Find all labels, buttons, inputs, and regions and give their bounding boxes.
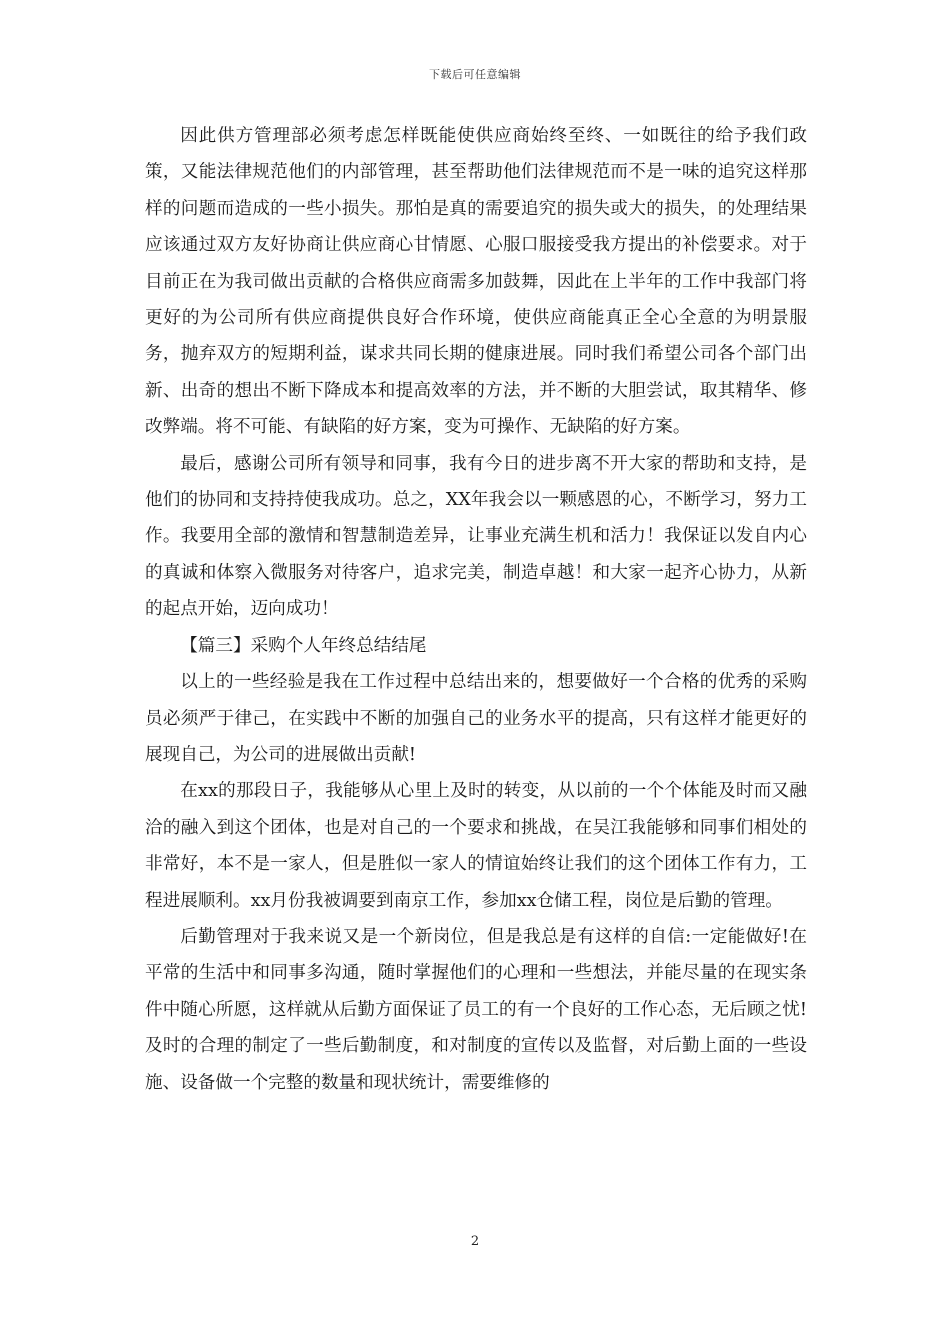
paragraph-team: 在xx的那段日子，我能够从心里上及时的转变，从以前的一个个体能及时而又融洽的融入到这个团体，也是对自己的一个要求和挑战，在吴江我能够和同事们相处的非常好，本不是一家人，但是胜似一家人的情谊始终让我们的这个团体工作有力，工程进展顺利。xx月份我被调要到南京工作，参加xx仓储工程，岗位是后勤的管理。 <box>145 781 807 911</box>
page-number: 2 <box>470 1234 480 1249</box>
section-heading: 【篇三】采购个人年终总结结尾 <box>180 635 427 656</box>
paragraph-thanks: 最后，感谢公司所有领导和同事，我有今日的进步离不开大家的帮助和支持，是他们的协同和支持持使我成功。总之，XX年我会以一颗感恩的心，不断学习，努力工作。我要用全部的激情和智慧制造差异，让事业充满生机和活力！我保证以发自内心的真诚和体察入微服务对待客户，追求完美，制造卓越！和大家一起齐心协力，从新的起点开始，迈向成功！ <box>145 453 807 620</box>
paragraph-logistics: 后勤管理对于我来说又是一个新岗位，但是我总是有这样的自信:一定能做好!在平常的生活中和同事多沟通，随时掌握他们的心理和一些想法，并能尽量的在现实条件中随心所愿，这样就从后勤方面保证了员工的有一个良好的工作心态，无后顾之忧!及时的合理的制定了一些后勤制度，和对制度的宣传以及监督，对后勤上面的一些设施、设备做一个完整的数量和现状统计，需要维修的 <box>145 926 807 1093</box>
page-header: 下载后可任意编辑 <box>429 68 521 81</box>
paragraph-supplier-management: 因此供方管理部必须考虑怎样既能使供应商始终至终、一如既往的给予我们政策，又能法律规范他们的内部管理，甚至帮助他们法律规范而不是一味的追究这样那样的问题而造成的一些小损失。那怕是真的需要追究的损失或大的损失，的处理结果应该通过双方友好协商让供应商心甘情愿、心服口服接受我方提出的补偿要求。对于目前正在为我司做出贡献的合格供应商需多加鼓舞，因此在上半年的工作中我部门将更好的为公司所有供应商提供良好合作环境，使供应商能真正全心全意的为明景服务，抛弃双方的短期利益，谋求共同长期的健康进展。同时我们希望公司各个部门出新、出奇的想出不断下降成本和提高效率的方法，并不断的大胆尝试，取其精华、修改弊端。将不可能、有缺陷的好方案，变为可操作、无缺陷的好方案。 <box>145 126 807 438</box>
document-body <box>145 118 807 1101</box>
paragraph-experience: 以上的一些经验是我在工作过程中总结出来的，想要做好一个合格的优秀的采购员必须严于律己，在实践中不断的加强自己的业务水平的提高，只有这样才能更好的展现自己，为公司的进展做出贡献! <box>145 672 807 765</box>
